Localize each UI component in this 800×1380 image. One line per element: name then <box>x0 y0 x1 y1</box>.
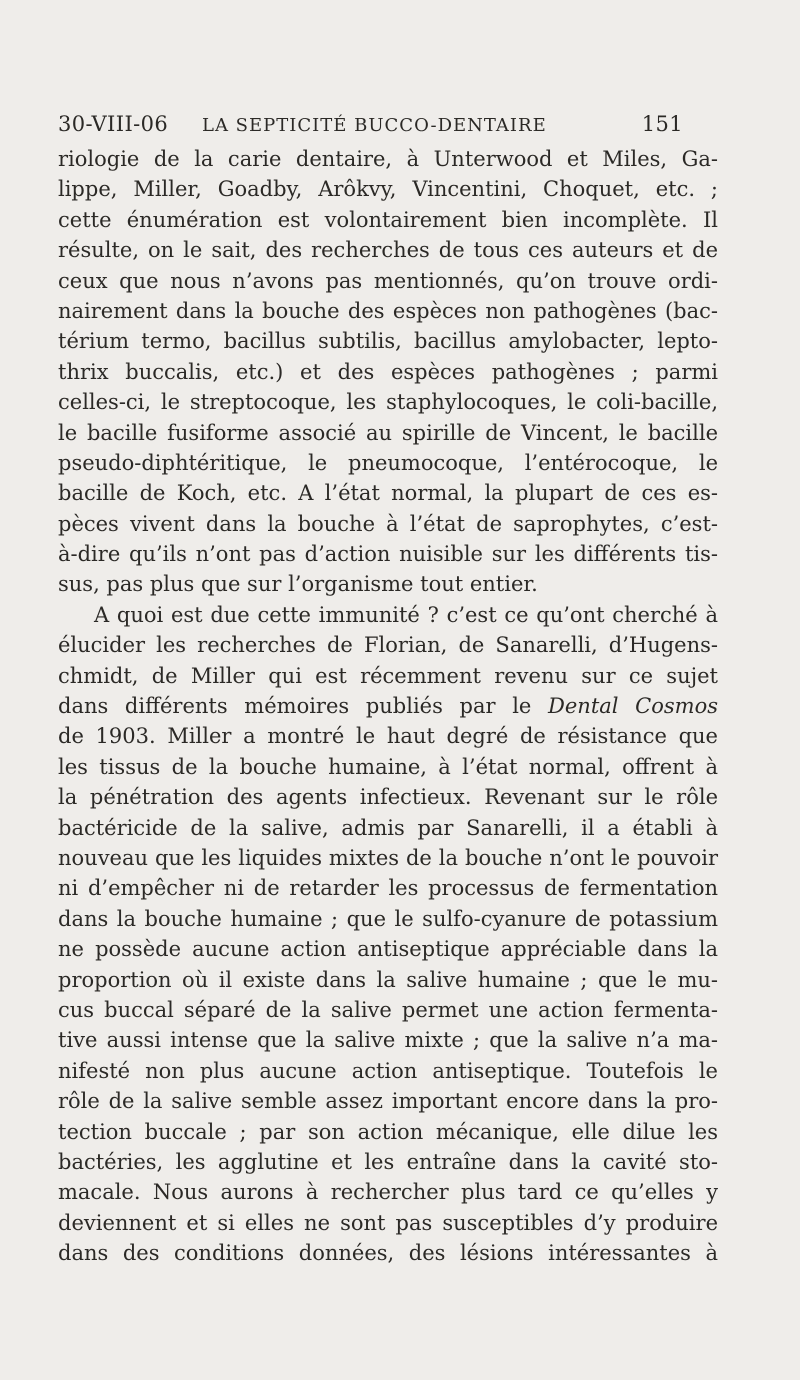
text-line: deviennent et si elles ne sont pas susceptibles d’y produire <box>58 1210 718 1235</box>
text-line: résulte, on le sait, des recherches de tous ces auteurs et de <box>58 238 718 263</box>
text-line: thrix buccalis, etc.) et des espèces pathogènes ; parmi <box>58 359 718 384</box>
text-line: élucider les recherches de Florian, de Sanarelli, d’Hugens- <box>58 633 718 658</box>
text-line: ne possède aucune action antiseptique appréciable dans la <box>58 937 718 962</box>
text-line: macale. Nous aurons à rechercher plus tard ce qu’elles y <box>58 1180 718 1205</box>
text-line: nifesté non plus aucune action antiseptique. Toutefois le <box>58 1058 718 1083</box>
body-text <box>58 144 718 1268</box>
text-line: bactéricide de la salive, admis par Sanarelli, il a établi à <box>58 815 718 840</box>
text-line: cette énumération est volontairement bien incomplète. Il <box>58 207 718 232</box>
text-line: pèces vivent dans la bouche à l’état de saprophytes, c’est- <box>58 511 718 536</box>
text-line: bacille de Koch, etc. A l’état normal, la plupart de ces es- <box>58 481 718 506</box>
text-line: le bacille fusiforme associé au spirille de Vincent, le bacille <box>58 420 718 445</box>
text-line: chmidt, de Miller qui est récemment revenu sur ce sujet <box>58 663 718 688</box>
header-date: 30-VIII-06 <box>58 112 169 136</box>
text-line: de 1903. Miller a montré le haut degré de résistance que <box>58 724 718 749</box>
text-line: bactéries, les agglutine et les entraîne dans la cavité sto- <box>58 1149 718 1174</box>
text-segment: dans différents mémoires publiés par le <box>58 694 532 719</box>
text-line: nouveau que les liquides mixtes de la bouche n’ont le pouvoir <box>58 845 718 870</box>
text-line: A quoi est due cette immunité ? c’est ce qu’ont cherché à <box>94 602 718 627</box>
text-line: riologie de la carie dentaire, à Unterwood et Miles, Ga- <box>58 147 718 171</box>
text-line: cus buccal séparé de la salive permet une action fermenta- <box>58 997 718 1022</box>
text-line: celles-ci, le streptocoque, les staphylocoques, le coli-bacille, <box>58 390 718 415</box>
journal-title: Dental Cosmos <box>548 694 718 719</box>
text-line: pseudo-diphtéritique, le pneumocoque, l’entérocoque, le <box>58 450 718 475</box>
text-line-with-citation <box>58 691 718 721</box>
text-line: sus, pas plus que sur l’organisme tout entier. <box>58 572 538 597</box>
text-line: proportion où il existe dans la salive humaine ; que le mu- <box>58 967 718 992</box>
text-line: rôle de la salive semble assez important encore dans la pro- <box>58 1089 718 1114</box>
text-line: ceux que nous n’avons pas mentionnés, qu’on trouve ordi- <box>58 268 718 293</box>
text-line: ni d’empêcher ni de retarder les processus de fermentation <box>58 876 718 901</box>
text-line: à-dire qu’ils n’ont pas d’action nuisible sur les différents tis- <box>58 542 718 567</box>
text-line: les tissus de la bouche humaine, à l’état normal, offrent à <box>58 754 718 779</box>
page-number: 151 <box>641 112 683 136</box>
header-title: LA SEPTICITÉ BUCCO-DENTAIRE <box>202 115 547 136</box>
text-line: tection buccale ; par son action mécanique, elle dilue les <box>58 1119 718 1144</box>
text-line: dans la bouche humaine ; que le sulfo-cyanure de potassium <box>58 906 718 931</box>
text-line: lippe, Miller, Goadby, Arôkvy, Vincentini, Choquet, etc. ; <box>58 177 718 202</box>
text-line: la pénétration des agents infectieux. Revenant sur le rôle <box>58 785 718 810</box>
running-head <box>58 112 683 142</box>
text-line: tive aussi intense que la salive mixte ; que la salive n’a ma- <box>58 1028 718 1053</box>
text-line: nairement dans la bouche des espèces non pathogènes (bac- <box>58 298 718 323</box>
text-line: térium termo, bacillus subtilis, bacillus amylobacter, lepto- <box>58 329 718 354</box>
text-line: dans des conditions données, des lésions intéressantes à <box>58 1241 718 1266</box>
